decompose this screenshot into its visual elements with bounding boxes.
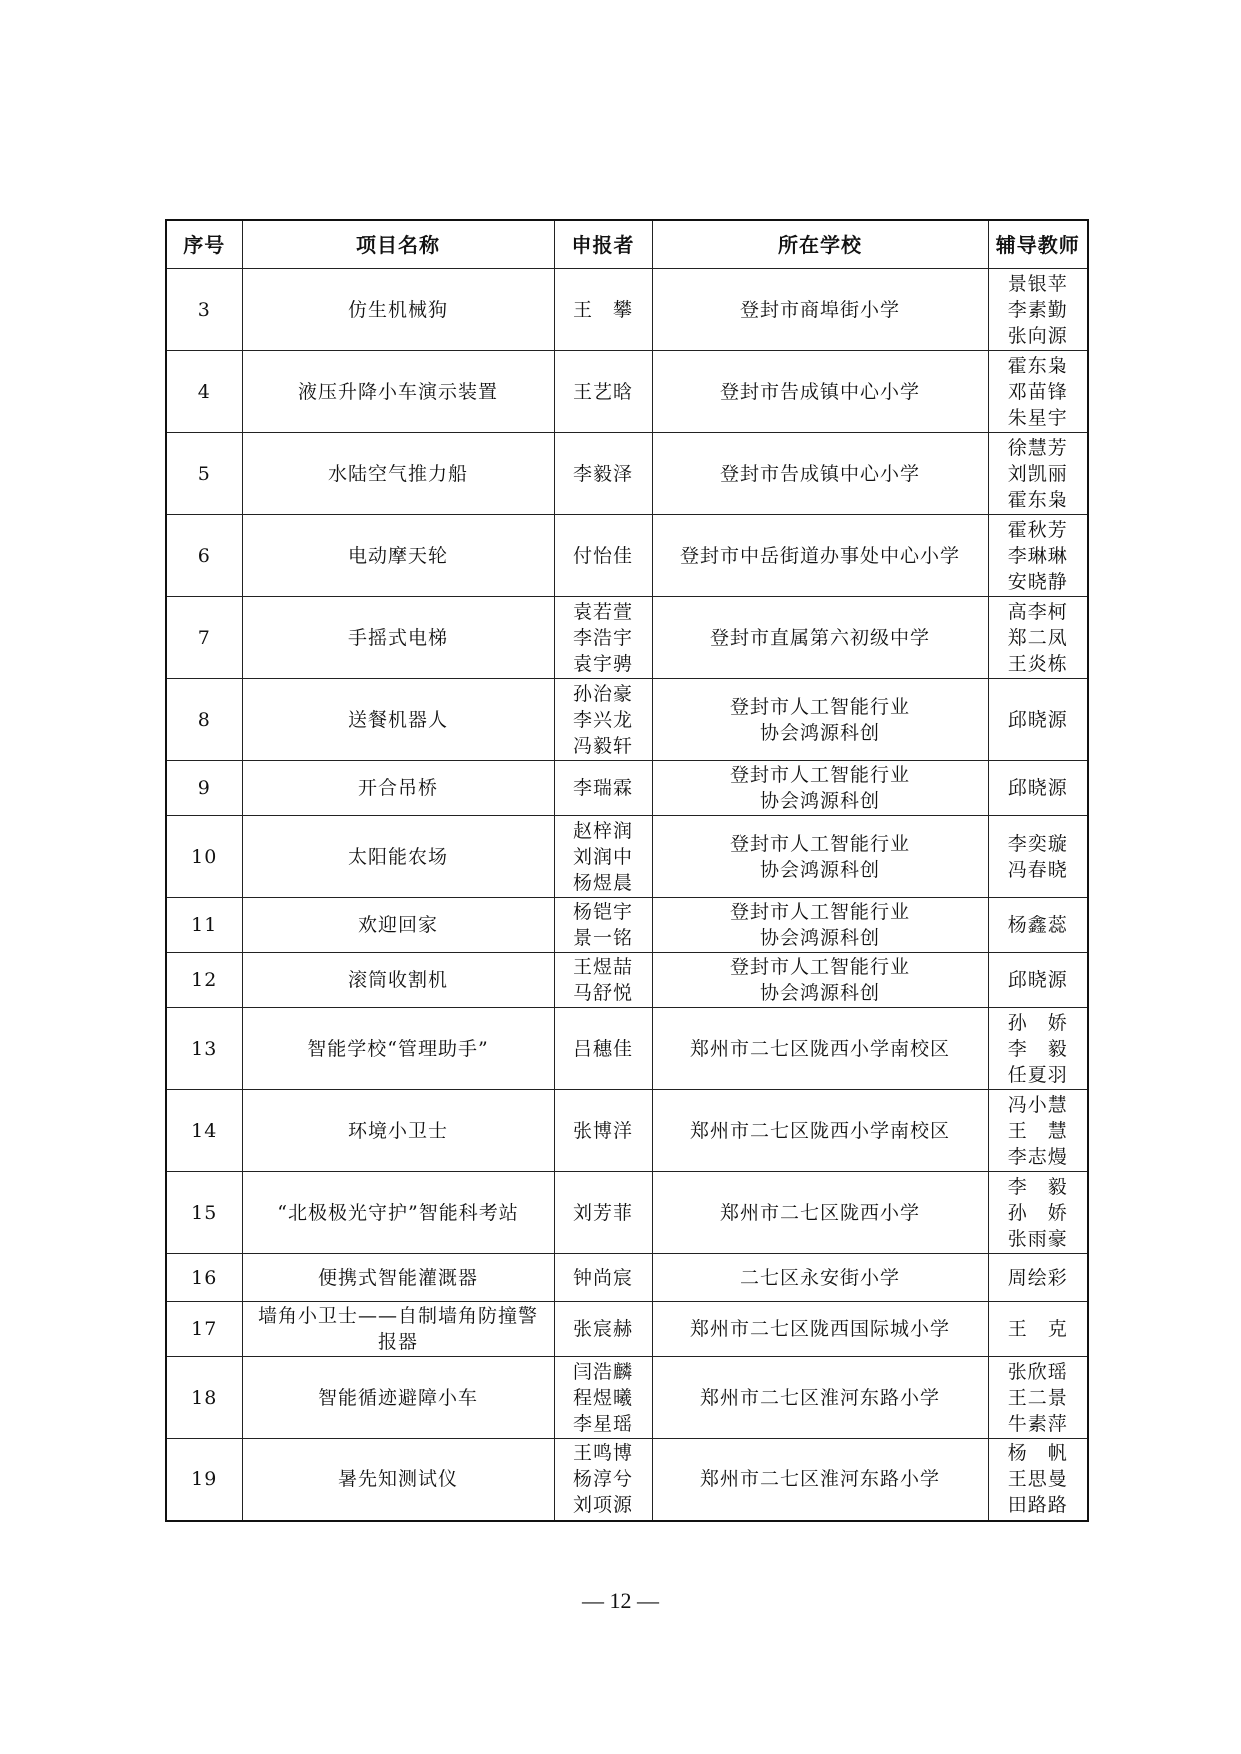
teacher-cell bbox=[988, 269, 1088, 351]
applicant-cell bbox=[554, 953, 652, 1008]
applicant-cell bbox=[554, 597, 652, 679]
row-number-cell: 15 bbox=[166, 1172, 242, 1254]
project-name-cell bbox=[242, 898, 554, 953]
project-name-line: 开合吊桥 bbox=[357, 777, 438, 799]
table-row bbox=[166, 1008, 1088, 1090]
school-cell bbox=[652, 1302, 988, 1357]
applicant-cell bbox=[554, 1439, 652, 1521]
school-cell bbox=[652, 1172, 988, 1254]
applicant-line: 刘项源 bbox=[572, 1494, 633, 1517]
project-name-cell bbox=[242, 816, 554, 898]
school-cell bbox=[652, 597, 988, 679]
applicant-line: 钟尚宸 bbox=[572, 1266, 633, 1289]
teacher-cell bbox=[988, 1439, 1088, 1521]
project-name-line: 液压升降小车演示装置 bbox=[297, 380, 498, 403]
school-line: 登封市告成镇中心小学 bbox=[719, 462, 920, 485]
row-number-cell: 9 bbox=[166, 761, 242, 816]
teacher-line: 徐慧芳 bbox=[1007, 436, 1068, 459]
project-name-line: 环境小卫士 bbox=[347, 1119, 448, 1142]
table-row bbox=[166, 515, 1088, 597]
project-name-cell bbox=[242, 1008, 554, 1090]
applicant-line: 袁宇骋 bbox=[572, 652, 633, 675]
applicant-line: 孙治豪 bbox=[572, 682, 633, 705]
applicant-line: 刘芳菲 bbox=[572, 1201, 633, 1224]
page-number: — 12 — bbox=[582, 1588, 659, 1613]
project-name-line: 智能循迹避障小车 bbox=[317, 1386, 478, 1409]
row-number-cell: 6 bbox=[166, 515, 242, 597]
applicant-line: 王煜喆 bbox=[572, 956, 633, 978]
applicant-cell bbox=[554, 433, 652, 515]
school-line: 协会鸿源科创 bbox=[759, 927, 880, 949]
school-line: 协会鸿源科创 bbox=[759, 721, 880, 744]
applicant-cell bbox=[554, 1357, 652, 1439]
teacher-line: 任夏羽 bbox=[1007, 1063, 1068, 1086]
row-number-cell: 14 bbox=[166, 1090, 242, 1172]
teacher-line: 刘凯丽 bbox=[1007, 462, 1068, 485]
applicant-line: 闫浩麟 bbox=[572, 1360, 633, 1383]
table-body bbox=[166, 269, 1088, 1521]
teacher-cell bbox=[988, 1357, 1088, 1439]
applicant-line: 景一铭 bbox=[572, 927, 633, 949]
teacher-line: 张欣瑶 bbox=[1007, 1360, 1068, 1383]
school-cell bbox=[652, 1439, 988, 1521]
teacher-line: 李琳琳 bbox=[1007, 544, 1068, 567]
teacher-cell bbox=[988, 898, 1088, 953]
school-line: 郑州市二七区陇西国际城小学 bbox=[689, 1318, 950, 1340]
teacher-line: 郑二凤 bbox=[1007, 626, 1068, 649]
table-row bbox=[166, 816, 1088, 898]
applicant-cell bbox=[554, 761, 652, 816]
teacher-line: 霍东枭 bbox=[1007, 488, 1068, 511]
teacher-line: 霍东枭 bbox=[1007, 354, 1068, 377]
project-name-cell bbox=[242, 597, 554, 679]
school-line: 登封市人工智能行业 bbox=[729, 832, 910, 855]
school-cell bbox=[652, 1357, 988, 1439]
row-number-cell: 11 bbox=[166, 898, 242, 953]
school-line: 协会鸿源科创 bbox=[759, 858, 880, 881]
row-number-cell: 12 bbox=[166, 953, 242, 1008]
teacher-line: 李志熳 bbox=[1007, 1145, 1068, 1168]
project-name-cell bbox=[242, 1172, 554, 1254]
project-name-line: 仿生机械狗 bbox=[347, 298, 448, 321]
table-row bbox=[166, 898, 1088, 953]
applicant-line: 王 攀 bbox=[572, 298, 633, 321]
teacher-cell bbox=[988, 953, 1088, 1008]
header-applicant: 申报者 bbox=[554, 220, 652, 269]
applicant-cell bbox=[554, 1090, 652, 1172]
applicant-cell bbox=[554, 515, 652, 597]
school-line: 登封市人工智能行业 bbox=[729, 901, 910, 923]
table-row bbox=[166, 1254, 1088, 1302]
applicant-line: 王艺晗 bbox=[572, 380, 633, 403]
school-line: 登封市人工智能行业 bbox=[729, 695, 910, 718]
table-row bbox=[166, 761, 1088, 816]
teacher-cell bbox=[988, 1254, 1088, 1302]
teacher-cell bbox=[988, 1008, 1088, 1090]
school-line: 登封市人工智能行业 bbox=[729, 956, 910, 978]
applicant-line: 王鸣博 bbox=[572, 1442, 633, 1465]
applicant-line: 冯毅轩 bbox=[572, 734, 633, 757]
applicant-cell bbox=[554, 679, 652, 761]
teacher-line: 周绘彩 bbox=[1007, 1266, 1068, 1289]
teacher-line: 安晓静 bbox=[1007, 570, 1068, 593]
project-name-cell bbox=[242, 1090, 554, 1172]
teacher-line: 杨鑫蕊 bbox=[1007, 914, 1068, 936]
applicant-line: 刘润中 bbox=[572, 845, 633, 868]
school-line: 协会鸿源科创 bbox=[759, 982, 880, 1004]
project-name-line: 水陆空气推力船 bbox=[327, 462, 468, 485]
table-row bbox=[166, 1172, 1088, 1254]
applicant-cell bbox=[554, 1302, 652, 1357]
teacher-line: 张向源 bbox=[1007, 324, 1068, 347]
project-name-cell bbox=[242, 269, 554, 351]
applicant-line: 吕穗佳 bbox=[572, 1037, 633, 1060]
school-line: 二七区永安街小学 bbox=[739, 1266, 900, 1289]
school-cell bbox=[652, 898, 988, 953]
row-number-cell: 19 bbox=[166, 1439, 242, 1521]
school-cell bbox=[652, 1008, 988, 1090]
table-row bbox=[166, 1090, 1088, 1172]
project-name-line: 墙角小卫士——自制墙角防撞警 bbox=[257, 1305, 538, 1327]
teacher-line: 孙 娇 bbox=[1007, 1011, 1068, 1034]
row-number-cell: 8 bbox=[166, 679, 242, 761]
applicant-cell bbox=[554, 898, 652, 953]
teacher-line: 高李柯 bbox=[1007, 600, 1068, 623]
project-name-line: “北极极光守护”智能科考站 bbox=[277, 1201, 519, 1224]
applicant-line: 杨铠宇 bbox=[572, 901, 633, 923]
school-cell bbox=[652, 953, 988, 1008]
applicant-cell bbox=[554, 816, 652, 898]
teacher-line: 景银苹 bbox=[1007, 272, 1068, 295]
project-name-cell bbox=[242, 1439, 554, 1521]
teacher-line: 冯春晓 bbox=[1007, 858, 1068, 881]
applicant-line: 李兴龙 bbox=[572, 708, 633, 731]
school-line: 郑州市二七区陇西小学南校区 bbox=[689, 1119, 950, 1142]
applicant-line: 杨淳兮 bbox=[572, 1468, 633, 1491]
school-cell bbox=[652, 269, 988, 351]
project-name-line: 手摇式电梯 bbox=[347, 626, 448, 649]
teacher-cell bbox=[988, 433, 1088, 515]
teacher-line: 王思曼 bbox=[1007, 1468, 1068, 1491]
school-line: 郑州市二七区陇西小学南校区 bbox=[689, 1037, 950, 1060]
school-line: 登封市直属第六初级中学 bbox=[709, 626, 930, 649]
table-row bbox=[166, 433, 1088, 515]
school-line: 郑州市二七区淮河东路小学 bbox=[699, 1468, 940, 1491]
row-number-cell: 16 bbox=[166, 1254, 242, 1302]
school-cell bbox=[652, 433, 988, 515]
table-row bbox=[166, 953, 1088, 1008]
project-name-cell bbox=[242, 515, 554, 597]
teacher-cell bbox=[988, 679, 1088, 761]
applicant-line: 付怡佳 bbox=[572, 544, 633, 567]
school-cell bbox=[652, 679, 988, 761]
teacher-line: 霍秋芳 bbox=[1007, 518, 1068, 541]
project-name-cell bbox=[242, 433, 554, 515]
teacher-cell bbox=[988, 816, 1088, 898]
row-number-cell: 4 bbox=[166, 351, 242, 433]
header-school: 所在学校 bbox=[652, 220, 988, 269]
teacher-line: 邱晓源 bbox=[1007, 777, 1068, 799]
teacher-cell bbox=[988, 761, 1088, 816]
table-row bbox=[166, 679, 1088, 761]
row-number-cell: 17 bbox=[166, 1302, 242, 1357]
teacher-line: 牛素萍 bbox=[1007, 1412, 1068, 1435]
school-cell bbox=[652, 515, 988, 597]
school-cell bbox=[652, 761, 988, 816]
applicant-line: 张博洋 bbox=[572, 1119, 633, 1142]
project-name-line: 滚筒收割机 bbox=[347, 969, 448, 991]
teacher-cell bbox=[988, 597, 1088, 679]
teacher-line: 王 慧 bbox=[1007, 1119, 1068, 1142]
applicant-line: 杨煜晨 bbox=[572, 871, 633, 894]
teacher-line: 张雨豪 bbox=[1007, 1227, 1068, 1250]
project-name-cell bbox=[242, 761, 554, 816]
school-cell bbox=[652, 816, 988, 898]
project-name-cell bbox=[242, 1302, 554, 1357]
applicant-line: 马舒悦 bbox=[572, 982, 633, 1004]
teacher-line: 孙 娇 bbox=[1007, 1201, 1068, 1224]
project-name-line: 报器 bbox=[377, 1331, 418, 1353]
applicant-line: 袁若萱 bbox=[572, 600, 633, 623]
teacher-line: 李 毅 bbox=[1007, 1175, 1068, 1198]
applicant-line: 李星瑶 bbox=[572, 1412, 633, 1435]
project-name-line: 智能学校“管理助手” bbox=[307, 1037, 489, 1060]
header-project: 项目名称 bbox=[242, 220, 554, 269]
applicant-cell bbox=[554, 269, 652, 351]
teacher-line: 李奕璇 bbox=[1007, 832, 1068, 855]
school-line: 协会鸿源科创 bbox=[759, 790, 880, 812]
teacher-cell bbox=[988, 1090, 1088, 1172]
school-line: 郑州市二七区淮河东路小学 bbox=[699, 1386, 940, 1409]
applicant-line: 程煜曦 bbox=[572, 1386, 633, 1409]
header-teacher: 辅导教师 bbox=[988, 220, 1088, 269]
project-name-line: 欢迎回家 bbox=[357, 914, 438, 936]
project-name-line: 电动摩天轮 bbox=[347, 544, 448, 567]
project-name-line: 太阳能农场 bbox=[347, 845, 448, 868]
project-name-cell bbox=[242, 1254, 554, 1302]
header-row bbox=[166, 220, 1088, 269]
teacher-line: 王 克 bbox=[1007, 1318, 1068, 1340]
teacher-line: 李 毅 bbox=[1007, 1037, 1068, 1060]
row-number-cell: 7 bbox=[166, 597, 242, 679]
table-row bbox=[166, 1439, 1088, 1521]
header-no: 序号 bbox=[166, 220, 242, 269]
applicant-line: 张宸赫 bbox=[572, 1318, 633, 1340]
table-row bbox=[166, 269, 1088, 351]
school-cell bbox=[652, 1254, 988, 1302]
applicant-line: 李浩宇 bbox=[572, 626, 633, 649]
school-line: 登封市告成镇中心小学 bbox=[719, 380, 920, 403]
table-row bbox=[166, 351, 1088, 433]
applicant-cell bbox=[554, 1008, 652, 1090]
teacher-line: 冯小慧 bbox=[1007, 1093, 1068, 1116]
project-name-cell bbox=[242, 953, 554, 1008]
project-name-cell bbox=[242, 1357, 554, 1439]
teacher-line: 邱晓源 bbox=[1007, 708, 1068, 731]
table-row bbox=[166, 597, 1088, 679]
table-row bbox=[166, 1302, 1088, 1357]
project-name-line: 送餐机器人 bbox=[347, 708, 448, 731]
school-line: 登封市人工智能行业 bbox=[729, 764, 910, 786]
applicant-line: 李毅泽 bbox=[572, 462, 633, 485]
teacher-cell bbox=[988, 1172, 1088, 1254]
project-name-line: 便携式智能灌溉器 bbox=[317, 1266, 478, 1289]
teacher-line: 李素勤 bbox=[1007, 298, 1068, 321]
applicant-cell bbox=[554, 1172, 652, 1254]
school-cell bbox=[652, 1090, 988, 1172]
project-name-cell bbox=[242, 679, 554, 761]
school-cell bbox=[652, 351, 988, 433]
teacher-cell bbox=[988, 1302, 1088, 1357]
row-number-cell: 18 bbox=[166, 1357, 242, 1439]
school-line: 登封市中岳街道办事处中心小学 bbox=[679, 544, 960, 567]
row-number-cell: 13 bbox=[166, 1008, 242, 1090]
teacher-line: 杨 帆 bbox=[1007, 1442, 1068, 1465]
teacher-cell bbox=[988, 351, 1088, 433]
applicant-line: 赵梓润 bbox=[572, 819, 633, 842]
school-line: 登封市商埠街小学 bbox=[739, 298, 900, 321]
teacher-line: 朱星宇 bbox=[1007, 406, 1068, 429]
teacher-line: 王炎栋 bbox=[1007, 652, 1068, 675]
school-line: 郑州市二七区陇西小学 bbox=[719, 1201, 920, 1224]
teacher-line: 邓苗锋 bbox=[1007, 380, 1068, 403]
applicant-cell bbox=[554, 1254, 652, 1302]
row-number-cell: 10 bbox=[166, 816, 242, 898]
row-number-cell: 5 bbox=[166, 433, 242, 515]
teacher-cell bbox=[988, 515, 1088, 597]
project-name-cell bbox=[242, 351, 554, 433]
row-number-cell: 3 bbox=[166, 269, 242, 351]
applicant-line: 李瑞霖 bbox=[572, 777, 633, 799]
teacher-line: 王二景 bbox=[1007, 1386, 1068, 1409]
applicant-cell bbox=[554, 351, 652, 433]
teacher-line: 邱晓源 bbox=[1007, 969, 1068, 991]
teacher-line: 田路路 bbox=[1007, 1494, 1068, 1517]
project-table bbox=[165, 219, 1089, 1522]
table-row bbox=[166, 1357, 1088, 1439]
project-name-line: 暑先知测试仪 bbox=[337, 1468, 458, 1491]
